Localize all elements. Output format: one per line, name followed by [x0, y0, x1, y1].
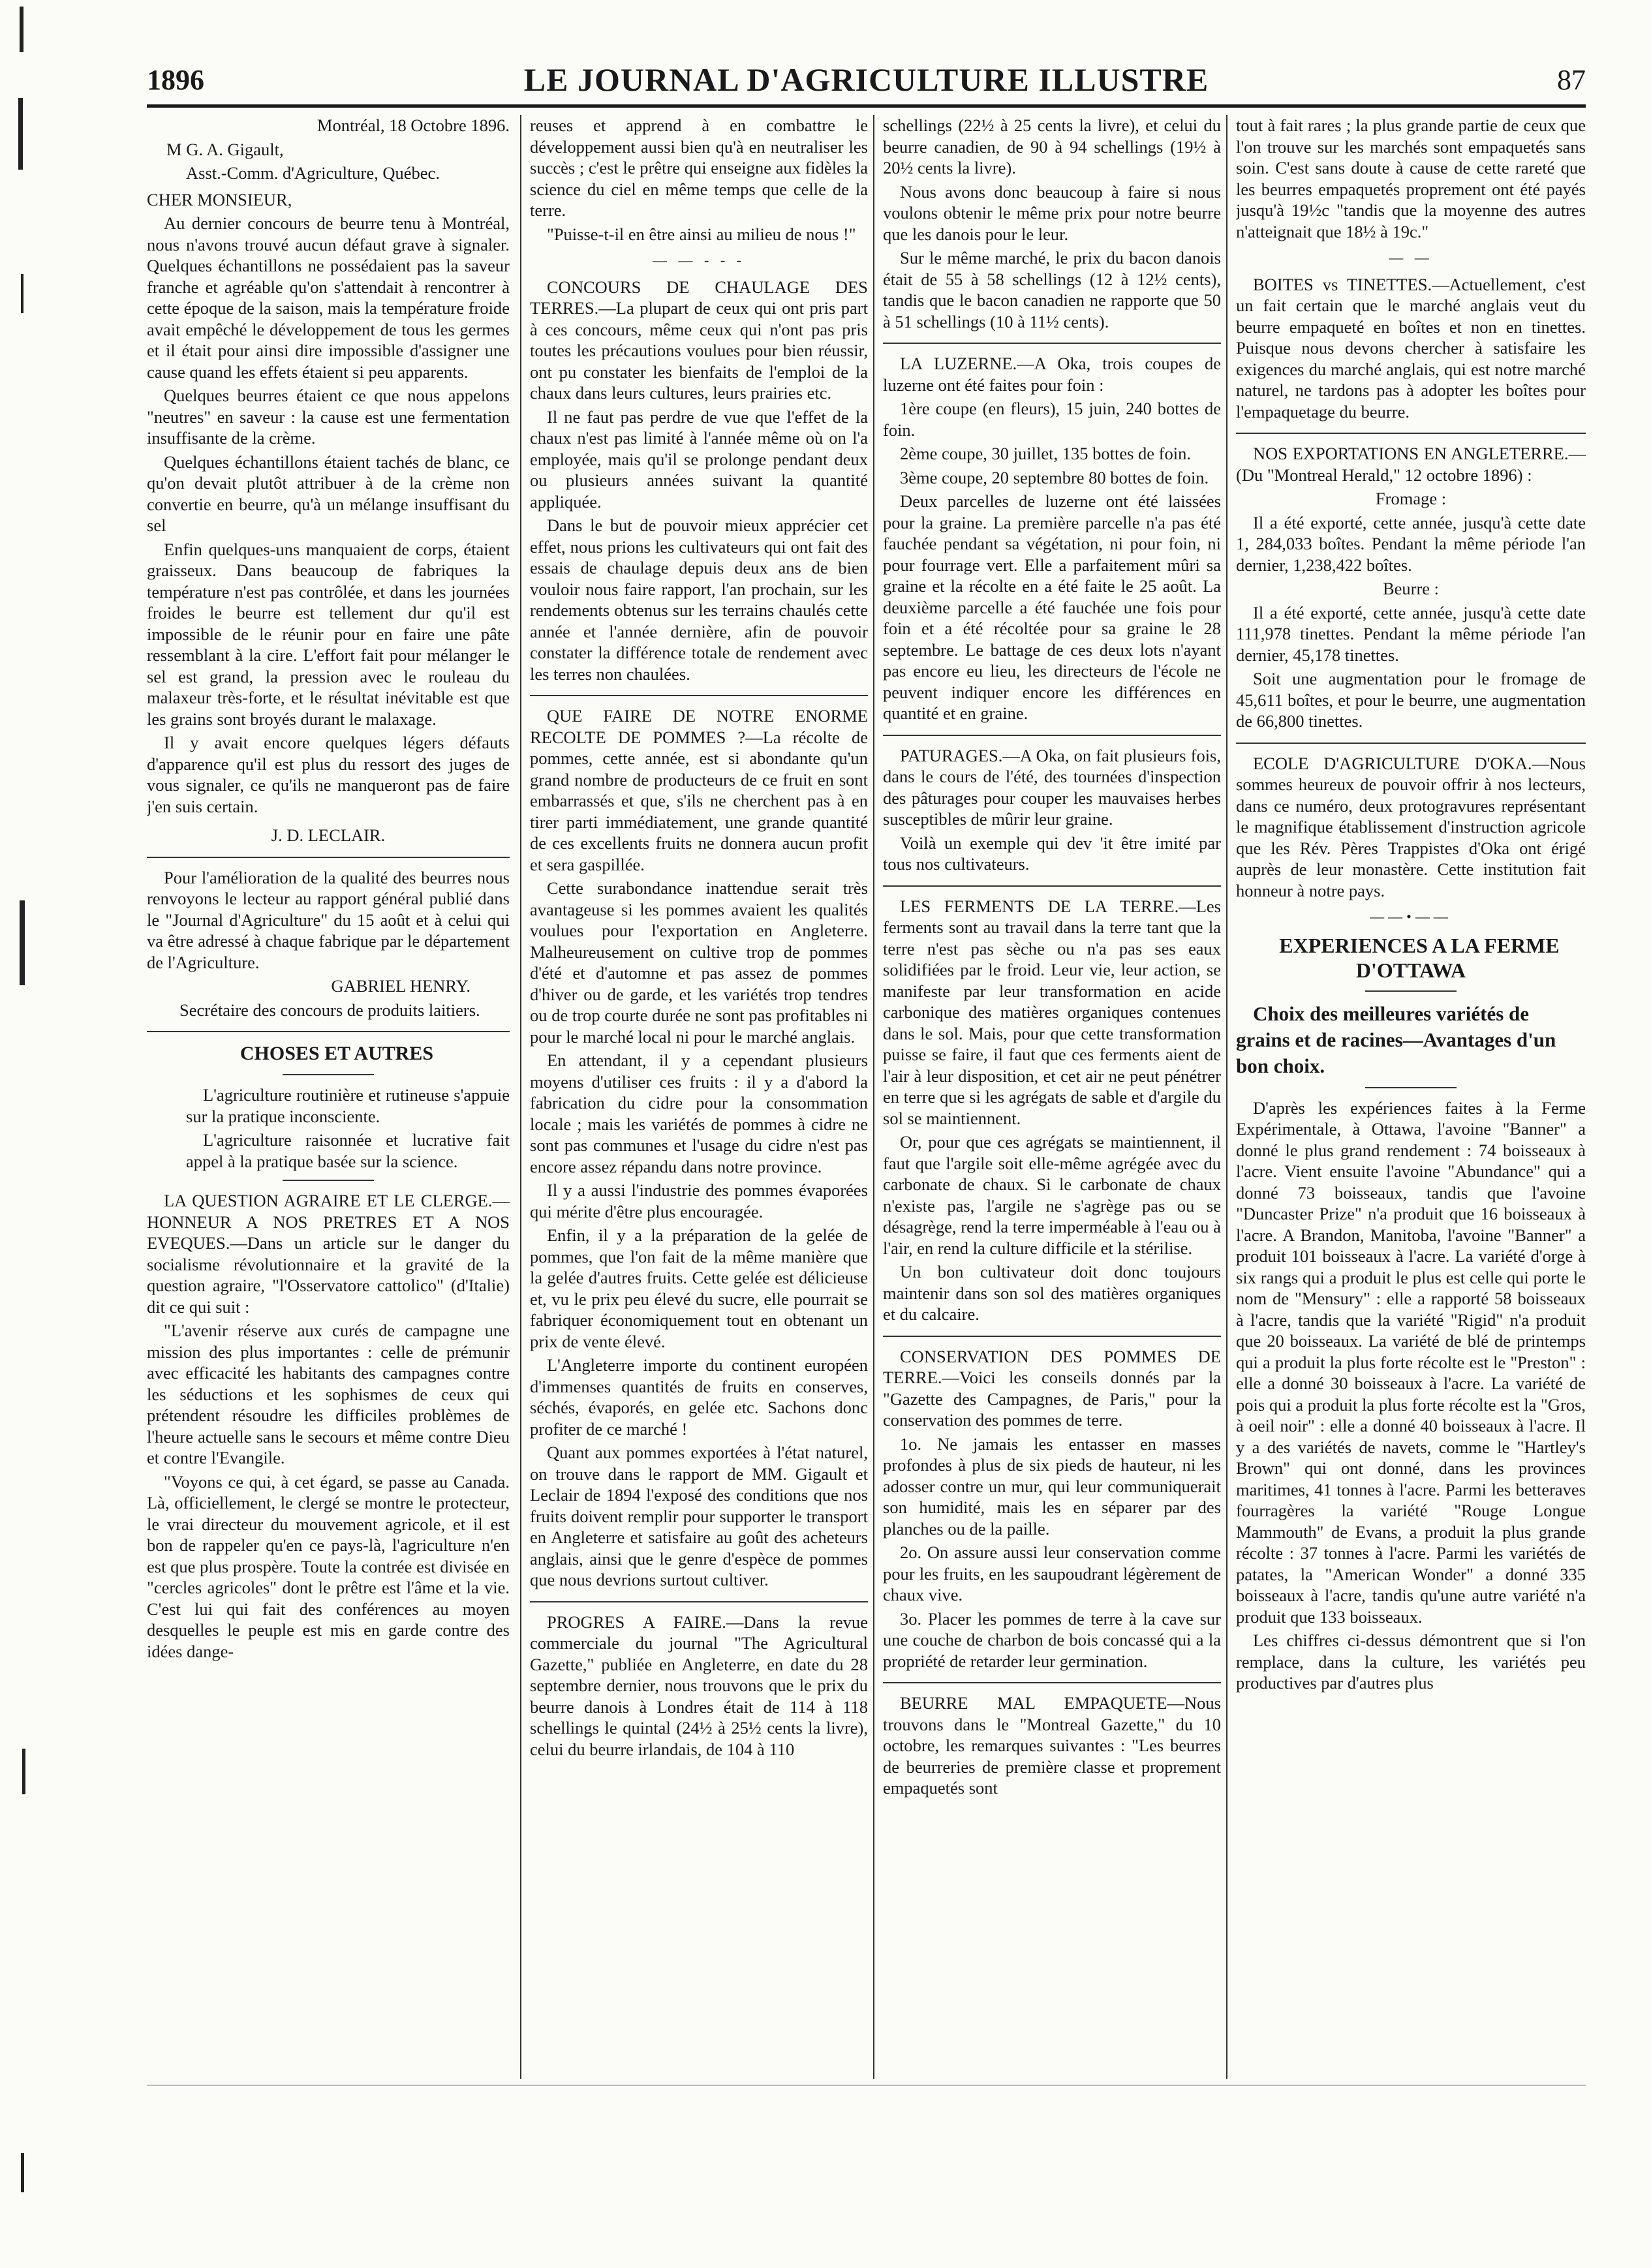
- paragraph: CONSERVATION DES POMMES DE TERRE.—Voici les conseils donnés par la "Gazette des Campagnes, de Paris," pour la conservation des pommes de terre.: [883, 1346, 1221, 1430]
- section-divider: [883, 885, 1221, 887]
- paragraph: schellings (22½ à 25 cents la livre), et celui du beurre canadien, de 90 à 94 schellings (19½ à 20½ cents la livre).: [883, 115, 1221, 177]
- paragraph: "Voyons ce qui, à cet égard, se passe au Canada. Là, officiellement, le clergé se montre le protecteur, le vrai directeur du mouvement agricole, et il est bon de rappeler qu'en ce pays-là, l'agriculture n'en est que plus prospère. Toute la contrée est divisée en "cercles agricoles" dont le prêtre est l'âme et la vie. C'est lui qui fait des conférences au moyen desquelles le peuple est mis en garde contre des idées dange-: [147, 1471, 510, 1661]
- paragraph: Quant aux pommes exportées à l'état naturel, on trouve dans le rapport de MM. Gigault et Leclair de 1894 l'exposé des conditions que nos fruits doivent remplir pour supporter le transport en Angleterre et satisfaire au goût des acheteurs anglais, ainsi que le genre d'espèce de pommes que nous devrions surtout cultiver.: [530, 1443, 868, 1589]
- section-divider: — —: [1389, 249, 1433, 266]
- paragraph: 2ème coupe, 30 juillet, 135 bottes de foin.: [900, 444, 1191, 463]
- paragraph: Voilà un exemple qui dev 'it être imité par tous nos cultivateurs.: [883, 833, 1221, 874]
- header-rule: [147, 104, 1586, 108]
- section-divider: [147, 1031, 510, 1032]
- paragraph: Il a été exporté, cette année, jusqu'à cette date 111,978 tinettes. Pendant la même période l'an dernier, 45,178 tinettes.: [1236, 602, 1586, 665]
- scan-mark: [21, 2153, 24, 2192]
- paragraph: PROGRES A FAIRE.—Dans la revue commerciale du journal "The Agricultural Gazette," publiée en Angleterre, en date du 28 septembre dernier, nous trouvons que le prix du beurre danois à Londres était de 114 à 118 schellings le quintal (24½ à 25½ cents la livre), celui du beurre irlandais, de 104 à 110: [530, 1612, 868, 1759]
- paragraph: "L'avenir réserve aux curés de campagne une mission des plus importantes : celle de prémunir avec efficacité les habitants des campagnes contre les séductions et les sophismes de ceux qui prétendent résoudre les difficiles problèmes de l'heure actuelle sans le secours et même contre Dieu et contre l'Evangile.: [147, 1321, 510, 1467]
- paragraph: LA LUZERNE.—A Oka, trois coupes de luzerne ont été faites pour foin :: [883, 354, 1221, 395]
- paragraph: 3o. Placer les pommes de terre à la cave sur une couche de charbon de bois concassé qui a la propriété de retarder leur germination.: [883, 1608, 1221, 1671]
- signature-title: Secrétaire des concours de produits laitiers.: [179, 1000, 480, 1020]
- section-divider: [883, 343, 1221, 344]
- column-2: [530, 115, 868, 1762]
- paragraph: Dans le but de pouvoir mieux apprécier cet effet, nous prions les cultivateurs qui ont fait des essais de chaulage depuis deux ans de bien vouloir nous faire rapport, l'an prochain, sur les rendements obtenus sur les terrains chaulés cette année et l'année dernière, afin de pouvoir constater la différence totale de rendement avec les terres non chaulées.: [530, 515, 868, 684]
- page-bottom-rule: [147, 2085, 1586, 2086]
- article-heading: EXPERIENCES A LA FERME D'OTTAWA: [1279, 933, 1560, 982]
- paragraph: Il a été exporté, cette année, jusqu'à cette date 1, 284,033 boîtes. Pendant la même période l'an dernier, 1,238,422 boîtes.: [1236, 512, 1586, 575]
- scan-mark: [20, 7, 23, 52]
- letter-date: Montréal, 18 Octobre 1896.: [316, 115, 510, 135]
- paragraph: Sur le même marché, le prix du bacon danois était de 55 à 58 schellings (12 à 12½ cents), tandis que le bacon canadien ne rapporte que 50 à 51 schellings (10 à 11½ cents).: [883, 248, 1221, 331]
- paragraph: reuses et apprend à en combattre le développement aussi bien qu'à en neutraliser les succès ; c'est le prêtre qui enseigne aux fidèles la science du ciel en même temps que celle de la terre.: [530, 115, 868, 220]
- column-4: [1236, 115, 1586, 1696]
- paragraph: tout à fait rares ; la plus grande partie de ceux que l'on trouve sur les marchés sont empaquetés sans soin. C'est sans doute à cause de cette rareté que les beurres empaquetés proprement ont été payés jusqu'à 19½c "tandis que la moyenne des autres n'atteignait que 18½ à 19c.": [1236, 115, 1586, 241]
- section-divider: — — - - -: [653, 252, 745, 268]
- page-header: [147, 55, 1586, 102]
- column-separator: [520, 115, 521, 2079]
- paragraph: L'agriculture raisonnée et lucrative fait appel à la pratique basée sur la science.: [186, 1130, 510, 1171]
- paragraph: Enfin quelques-uns manquaient de corps, étaient graisseux. Dans beaucoup de fabriques la température n'est pas contrôlée, et dans les journées froides le beurre est tellement dur qu'il est impossible de le réunir pour en faire une pâte ressemblant à la cire. L'effort fait pour mélanger le sel est grand, la pression avec le rouleau du malaxeur très-forte, et le résultat inévitable est que les grains sont broyés durant le malaxage.: [147, 539, 510, 729]
- column-1: [147, 115, 510, 1664]
- letter-recipient: M G. A. Gigault,: [166, 139, 284, 159]
- scan-margin: [0, 0, 16, 2268]
- paragraph: NOS EXPORTATIONS EN ANGLETERRE.—(Du "Montreal Herald," 12 octobre 1896) :: [1236, 444, 1586, 485]
- paragraph: Or, pour que ces agrégats se maintiennent, il faut que l'argile soit elle-même agrégée avec du carbonate de chaux. Si le carbonate de chaux n'existe pas, l'argile ne s'agrège pas ou se désagrège, rend la terre imperméable à l'eau ou à l'air, en rend la culture difficile et la stérilise.: [883, 1132, 1221, 1258]
- paragraph: Les chiffres ci-dessus démontrent que si l'on remplace, dans la culture, les variétés peu productives par d'autres plus: [1236, 1631, 1586, 1693]
- paragraph: Il y a aussi l'industrie des pommes évaporées qui mérite d'être plus encouragée.: [530, 1180, 868, 1221]
- paragraph: Pour l'amélioration de la qualité des beurres nous renvoyons le lecteur au rapport général publié dans le "Journal d'Agriculture" du 15 août et à celui qui va être adressé à chaque fabrique par le département de l'Agriculture.: [147, 867, 510, 972]
- column-separator: [1226, 115, 1227, 2079]
- paragraph: Il ne faut pas perdre de vue que l'effet de la chaux n'est pas limité à l'année même où on l'a employée, mais qu'il se prolonge pendant deux ou plusieurs années suivant la quantité appliquée.: [530, 406, 868, 512]
- paragraph: 3ème coupe, 20 septembre 80 bottes de foin.: [900, 467, 1209, 487]
- paragraph: LA QUESTION AGRAIRE ET LE CLERGE.—HONNEUR A NOS PRETRES ET A NOS EVEQUES.—Dans un article sur le danger du socialisme révolutionnaire et la gravité de la question agraire, "l'Osservatore cattolico" (d'Italie) dit ce qui suit :: [147, 1191, 510, 1317]
- article-subheading: Choix des meilleures variétés de grains et de racines—Avantages d'un bon choix.: [1236, 1002, 1556, 1077]
- paragraph: Il y avait encore quelques légers défauts d'apparence qu'il est plus du ressort des juges de vous signaler, ce qu'ils ne manqueront pas de faire j'en suis certain.: [147, 733, 510, 816]
- paragraph: D'après les expériences faites à la Ferme Expérimentale, à Ottawa, l'avoine "Banner" a donné le plus grand rendement : 74 boisseaux à l'acre. Vient ensuite l'avoine "Abundance" qui a donné 73 boisseaux, tandis que l'avoine "Duncaster Prize" n'a produit que 16 boisseaux à l'acre. A Brandon, Manitoba, l'avoine "Banner" a produit 101 boisseaux à l'acre. La variété d'orge à six rangs qui a produit le plus est celle qui porte le nom de "Mensury" : elle a rapporté 58 boisseaux à l'acre, tandis que la variété "Rigid" n'a produit que 20 boisseaux. La variété de blé de printemps qui a produit la plus forte récolte est le "Preston" : elle a donné 30 boisseaux à l'acre. La variété de pois qui a produit la plus forte récolte est la "Gros, à oeil noir" : elle a donné 40 boisseaux à l'acre. Il y a des variétés de navets, comme le "Hartley's Brown" qui ont donné, dans les provinces maritimes, 41 tonnes à l'acre. Parmi les betteraves fourragères la variété "Rouge Longue Mammouth" de Evans, a produit la plus grande récolte : 37 tonnes à l'acre. Parmi les variétés de patates, la "American Wonder" a donné 335 boisseaux à l'acre, tandis qu'une autre variété n'a produit que 133 boisseaux.: [1236, 1097, 1586, 1627]
- paragraph: LES FERMENTS DE LA TERRE.—Les ferments sont au travail dans la terre tant que la terre n'est pas sèche ou n'a pas ses eaux solidifiées par le froid. Leur vie, leur action, se manifeste par leur transformation en acide carbonique des matières organiques contenues dans le sol. Mais, pour que cette transformation puisse se faire, il faut que ces ferments aient de l'air à leur disposition, et cet air ne peut pénétrer en terre que si les agrégats de sable et d'argile du sol se maintiennent.: [883, 896, 1221, 1128]
- scan-mark: [22, 1749, 25, 1794]
- heading-rule: [1365, 990, 1457, 992]
- paragraph: L'Angleterre importe du continent européen d'immenses quantités de fruits en conserves, séchés, évaporés, en gelée etc. Sachons donc profiter de ce marché !: [530, 1355, 868, 1439]
- paragraph: Enfin, il y a la préparation de la gelée de pommes, que l'on fait de la même manière que la gelée d'autres fruits. Cette gelée est délicieuse et, vu le prix peu élevé du sucre, elle pourrait se fabriquer économiquement tout en obtenant un prix de vente élevé.: [530, 1225, 868, 1351]
- signature: J. D. LECLAIR.: [271, 825, 386, 845]
- paragraph: QUE FAIRE DE NOTRE ENORME RECOLTE DE POMMES ?—La récolte de pommes, cette année, est si abondante qu'un grand nombre de producteurs de ce fruit en sont embarrassés et que, s'ils ne cherchent pas à en tirer parti immédiatement, une grande quantité de ces excellents fruits ne donnera aucun profit et sera gaspillée.: [530, 706, 868, 874]
- section-divider: [1236, 743, 1586, 744]
- subheading: Fromage :: [1375, 489, 1447, 508]
- paragraph: Quelques échantillons étaient tachés de blanc, ce qu'on devait plutôt attribuer à de la crème non convertie en beurre, qu'à un mélange insuffisant du sel: [147, 452, 510, 535]
- paragraph: Au dernier concours de beurre tenu à Montréal, nous n'avons trouvé aucun défaut grave à signaler. Quelques échantillons ne possédaient pas la saveur franche et agréable qu'on s'attendait à rencontrer à cette époque de la saison, mais la température froide avait empêché le développement de tous les germes et il était pour ainsi dire impossible d'assigner une cause quand les effets étaient si peu apparents.: [147, 213, 510, 382]
- paragraph: BOITES vs TINETTES.—Actuellement, c'est un fait certain que le marché anglais veut du beurre empaqueté en boîtes et non en tinettes. Puisque nous devons chercher à satisfaire les exigences du marché anglais, qui est notre marché naturel, ne tardons pas à adopter les boîtes pour l'empaquetage du beurre.: [1236, 274, 1586, 421]
- section-heading: CHOSES ET AUTRES: [239, 1043, 434, 1064]
- subheading: Beurre :: [1382, 579, 1440, 598]
- paragraph: Soit une augmentation pour le fromage de 45,611 boîtes, et pour le beurre, une augmentation de 66,800 tinettes.: [1236, 669, 1586, 731]
- paragraph: 2o. On assure aussi leur conservation comme pour les fruits, en les saupoudrant légèrement de chaux vive.: [883, 1542, 1221, 1604]
- paragraph: BEURRE MAL EMPAQUETE—Nous trouvons dans le "Montreal Gazette," du 10 octobre, les remarques suivantes : "Les beurres de beurreries de première classe et proprement empaquetés sont: [883, 1693, 1221, 1798]
- section-divider: [883, 1682, 1221, 1683]
- paragraph: PATURAGES.—A Oka, on fait plusieurs fois, dans le cours de l'été, des tournées d'inspection des pâturages pour couper les mauvaises herbes susceptibles de mûrir leur graine.: [883, 745, 1221, 829]
- section-divider: [883, 1336, 1221, 1337]
- header-year: 1896: [147, 64, 204, 96]
- paragraph: 1ère coupe (en fleurs), 15 juin, 240 bottes de foin.: [883, 399, 1221, 440]
- header-page-number: 87: [1557, 64, 1586, 96]
- paragraph: CONCOURS DE CHAULAGE DES TERRES.—La plupart de ceux qui ont pris part à ces concours, même ceux qui n'ont pas pris toutes les précautions voulues pour bien réussir, ont pu constater les bienfaits de l'emploi de la chaux dans leurs cultures, leurs prairies etc.: [530, 277, 868, 403]
- scan-mark: [20, 900, 25, 985]
- column-separator: [873, 115, 874, 2079]
- section-divider: [147, 857, 510, 858]
- paragraph: Deux parcelles de luzerne ont été laissées pour la graine. La première parcelle n'a pas été fauchée pendant sa végétation, ni pour foin, ni pour fourrage vert. Elle a parfaitement mûri sa graine et la récolte en a été faite le 25 août. La deuxième parcelle a été fauchée une fois pour foin et a été récoltée pour sa graine le 28 septembre. Le battage de ces deux lots n'ayant pas encore eu lieu, les directeurs de l'école ne peuvent indiquer encore les différences en quantité et en graine.: [883, 491, 1221, 723]
- paragraph: 1o. Ne jamais les entasser en masses profondes à plus de six pieds de hauteur, ni les adosser contre un mur, qui leur communiquerait son humidité, mais les en séparer par des planches ou de la paille.: [883, 1433, 1221, 1539]
- scan-mark: [21, 274, 23, 313]
- paragraph: Cette surabondance inattendue serait très avantageuse si les pommes avaient les qualités voulues pour l'exportation en Angleterre. Malheureusement on cultive trop de pommes d'été et d'automne et pas assez de pommes d'hiver ou de garde, et les variétés trop tendres ou de trop courte durée ne sont pas profitables ni pour le marché local ni pour le marché anglais.: [530, 878, 868, 1047]
- letter-recipient-title: Asst.-Comm. d'Agriculture, Québec.: [186, 163, 440, 183]
- signature: GABRIEL HENRY.: [331, 976, 471, 996]
- section-divider: [530, 1601, 868, 1602]
- paragraph: Nous avons donc beaucoup à faire si nous voulons obtenir le même prix pour notre beurre que les danois pour le leur.: [883, 181, 1221, 244]
- section-divider: [530, 695, 868, 696]
- column-3: [883, 115, 1221, 1801]
- letter-salutation: CHER MONSIEUR,: [147, 189, 292, 209]
- header-title: LE JOURNAL D'AGRICULTURE ILLUSTRE: [523, 61, 1209, 98]
- section-divider: [883, 735, 1221, 736]
- section-divider: ——•——: [1370, 908, 1452, 925]
- heading-rule: [1365, 1087, 1457, 1088]
- paragraph: Quelques beurres étaient ce que nous appelons "neutres" en saveur : la cause est une fermentation insuffisante de la crème.: [147, 386, 510, 448]
- paragraph: En attendant, il y a cependant plusieurs moyens d'utiliser ces fruits : il y a d'abord la fabrication du cidre pour la consommation locale ; mais les variétés de pommes à cidre ne sont pas communes et l'usage du cidre n'est pas encore assez répandu dans notre province.: [530, 1050, 868, 1176]
- heading-rule: [283, 1074, 374, 1075]
- paragraph: Un bon cultivateur doit donc toujours maintenir dans son sol des matières organiques et du calcaire.: [883, 1262, 1221, 1324]
- paragraph: ECOLE D'AGRICULTURE D'OKA.—Nous sommes heureux de pouvoir offrir à nos lecteurs, dans ce numéro, deux protogravures représentant le magnifique établissement d'instruction agricole que les Rév. Pères Trappistes d'Oka ont érigé auprès de leur monastère. Cette institution fait honneur à notre pays.: [1236, 753, 1586, 900]
- section-divider: [283, 1180, 374, 1181]
- section-divider: [1236, 433, 1586, 434]
- scan-mark: [18, 98, 23, 170]
- paragraph: L'agriculture routinière et rutineuse s'appuie sur la pratique inconsciente.: [186, 1085, 510, 1126]
- paragraph: "Puisse-t-il en être ainsi au milieu de nous !": [547, 224, 856, 244]
